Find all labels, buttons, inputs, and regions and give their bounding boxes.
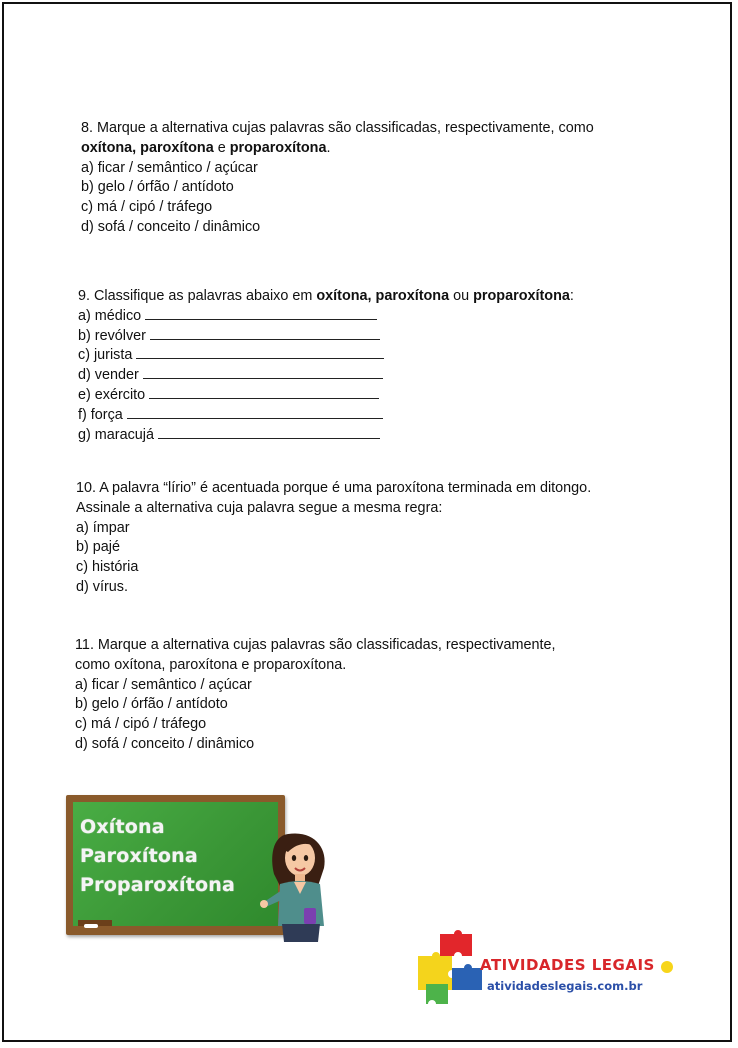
- q9-item-a: [78, 307, 574, 327]
- q9-item-c: [78, 346, 574, 366]
- board-line-proparoxitona: Proparoxítona: [80, 874, 236, 896]
- q11-option-c: c) má / cipó / tráfego: [75, 716, 207, 733]
- logo-url[interactable]: atividadeslegais.com.br: [487, 979, 643, 993]
- q9-item-label: d) vender: [78, 367, 139, 384]
- logo-dot: [661, 961, 673, 973]
- question-9: [78, 287, 574, 445]
- q9-item-label: b) revólver: [78, 327, 146, 344]
- answer-blank[interactable]: [127, 406, 383, 419]
- q10-option-b: b) pajé: [76, 539, 121, 556]
- q11-option-d: d) sofá / conceito / dinâmico: [75, 735, 255, 752]
- q9-bold-proparoxitona: proparoxítona: [473, 288, 570, 304]
- board-line-paroxitona: Paroxítona: [80, 845, 198, 867]
- answer-blank[interactable]: [143, 366, 383, 379]
- q10-option-d: d) vírus.: [76, 578, 128, 595]
- q8-prompt-line2: [81, 139, 594, 159]
- q8-connector: e: [213, 139, 230, 156]
- q9-item-label: a) médico: [78, 307, 142, 324]
- question-10: [76, 479, 591, 598]
- q8-option-c: c) má / cipó / tráfego: [81, 199, 213, 216]
- chalkboard-text: [80, 813, 235, 900]
- q8-option-b: b) gelo / órfão / antídoto: [81, 179, 234, 196]
- chalk-piece: [84, 924, 98, 928]
- answer-blank[interactable]: [149, 386, 379, 399]
- question-11: [75, 636, 555, 755]
- q9-item-label: c) jurista: [78, 347, 133, 364]
- q9-item-f: [78, 406, 574, 426]
- q11-prompt-line1: 11. Marque a alternativa cujas palavras são classificadas, respectivamente,: [75, 637, 556, 653]
- q11-prompt-line2: como oxítona, paroxítona e proparoxítona.: [75, 656, 347, 673]
- q8-prompt-line1: 8. Marque a alternativa cujas palavras são classificadas, respectivamente, como: [81, 120, 594, 136]
- q10-option-c: c) história: [76, 559, 139, 576]
- q11-option-b: b) gelo / órfão / antídoto: [75, 696, 228, 713]
- answer-blank[interactable]: [158, 426, 380, 439]
- q10-prompt-line2: Assinale a alternativa cuja palavra segue a mesma regra:: [76, 499, 443, 516]
- q11-option-a: a) ficar / semântico / açúcar: [75, 676, 252, 693]
- q9-prompt: [78, 287, 574, 307]
- q9-item-e: [78, 386, 574, 406]
- logo-title: ATIVIDADES LEGAIS: [480, 956, 655, 974]
- q9-item-b: [78, 327, 574, 347]
- q8-option-a: a) ficar / semântico / açúcar: [81, 159, 258, 176]
- answer-blank[interactable]: [145, 307, 377, 320]
- q9-colon: :: [569, 288, 574, 304]
- question-8: [81, 119, 594, 238]
- q9-connector: ou: [449, 288, 474, 304]
- q9-item-g: [78, 426, 574, 446]
- q9-item-label: e) exército: [78, 386, 146, 403]
- q9-prompt-text: 9. Classifique as palavras abaixo em: [78, 288, 317, 304]
- q8-bold-proparoxitona: proparoxítona: [229, 139, 327, 156]
- q8-option-d: d) sofá / conceito / dinâmico: [81, 218, 261, 235]
- q8-bold-terms: oxítona, paroxítona: [81, 139, 214, 156]
- q10-option-a: a) ímpar: [76, 519, 130, 536]
- q9-item-label: g) maracujá: [78, 426, 154, 443]
- answer-blank[interactable]: [136, 346, 384, 359]
- teacher-illustration: [258, 828, 340, 946]
- q9-item-d: [78, 366, 574, 386]
- chalkboard-illustration: [66, 795, 285, 935]
- answer-blank[interactable]: [150, 327, 380, 340]
- q10-prompt-line1: 10. A palavra “lírio” é acentuada porque é uma paroxítona terminada em ditongo.: [76, 480, 592, 496]
- board-line-oxitona: Oxítona: [80, 816, 165, 838]
- q9-item-label: f) força: [78, 406, 123, 423]
- q9-bold-terms: oxítona, paroxítona: [316, 288, 450, 304]
- q8-period: .: [326, 139, 331, 156]
